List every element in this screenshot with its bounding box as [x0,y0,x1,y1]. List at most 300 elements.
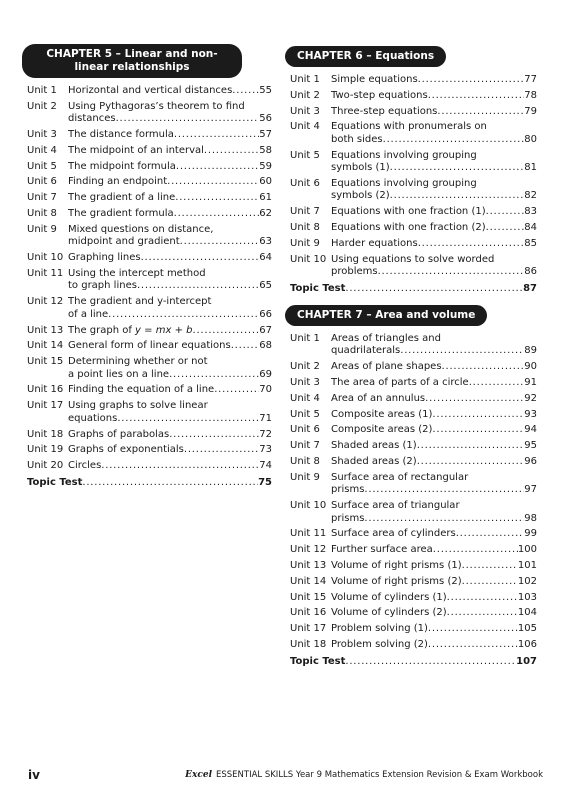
unit-title [331,544,537,557]
unit-title [68,208,272,221]
page-number-ref: 71 [259,412,272,424]
unit-title-line: The gradient of a line [68,192,176,204]
unit-title [331,106,537,119]
page-number: iv [28,768,40,782]
leader-dots [428,90,525,103]
leader-dots [116,113,260,126]
leader-dots [378,266,525,279]
unit-title-line: Mixed questions on distance, [68,223,214,235]
page-number-ref: 93 [524,408,537,420]
leader-dots [141,252,260,265]
leader-dots [167,176,259,189]
leader-dots [82,476,258,489]
topic-test-row[interactable] [290,282,537,295]
page-number-ref: 68 [259,340,272,352]
unit-number: Unit 2 [27,100,57,112]
leader-dots [383,134,525,147]
unit-title-line: Surface area of cylinders [331,528,456,540]
unit-title-line: The midpoint formula [68,160,176,172]
topic-test-row[interactable] [290,655,537,668]
unit-title [68,252,272,265]
page-number-ref: 73 [259,444,272,456]
toc-entry[interactable] [290,222,537,235]
page-number-ref: 82 [524,190,537,202]
toc-entry[interactable] [27,400,272,425]
toc-entry[interactable] [290,424,537,437]
unit-title [331,424,537,437]
topic-test-page: 107 [516,655,537,667]
page-number-ref: 57 [259,129,272,141]
unit-number: Unit 15 [27,356,64,368]
page-number-ref: 79 [524,105,537,117]
page-number-ref: 102 [517,575,537,587]
toc-entry[interactable] [290,178,537,203]
unit-list [290,333,537,652]
unit-number: Unit 5 [290,149,320,161]
page-number-ref: 106 [517,639,537,651]
toc-entry[interactable] [290,500,537,525]
leader-dots [462,576,518,589]
topic-test-page: 87 [523,282,537,294]
unit-number: Unit 8 [290,222,320,234]
toc-entry[interactable] [290,74,537,87]
leader-dots [345,282,523,295]
toc-entry[interactable] [27,356,272,381]
toc-entry[interactable] [27,161,272,174]
toc-entry[interactable] [27,224,272,249]
leader-dots [108,309,259,322]
unit-title-line: Problem solving (2) [331,639,428,651]
leader-dots [400,345,524,358]
unit-number: Unit 17 [27,400,64,412]
leader-dots [232,85,259,98]
unit-title-line: midpoint and gradient [68,236,180,248]
toc-entry[interactable] [290,440,537,453]
unit-title-line: The gradient formula [68,208,174,220]
unit-number: Unit 17 [290,623,327,635]
toc-entry[interactable] [27,208,272,221]
unit-title-line: Equations with one fraction (2) [331,222,486,234]
unit-number: Unit 10 [27,252,64,264]
unit-title [68,400,272,425]
unit-title [331,560,537,573]
page-number-ref: 84 [524,222,537,234]
topic-test-label: Topic Test [290,282,346,294]
unit-number: Unit 7 [290,206,320,218]
unit-number: Unit 3 [290,377,320,389]
unit-title [68,161,272,174]
chapter-heading: CHAPTER 7 – Area and volume [285,305,487,326]
toc-entry[interactable] [290,592,537,605]
page-footer [28,770,543,784]
leader-dots [433,544,518,557]
unit-number: Unit 8 [27,208,57,220]
toc-entry[interactable] [290,361,537,374]
leader-dots [425,393,524,406]
unit-title [68,224,272,249]
unit-number: Unit 18 [27,428,64,440]
leader-dots [169,429,259,442]
leader-dots [390,190,525,203]
unit-title [331,206,537,219]
unit-title-line: Further surface area [331,544,433,556]
unit-title-line: Finding an endpoint [68,176,168,188]
toc-entry[interactable] [290,639,537,652]
page-number-ref: 70 [259,384,272,396]
unit-number: Unit 19 [27,444,64,456]
unit-title [331,178,537,203]
leader-dots [417,440,525,453]
unit-title-line: Graphs of exponentials [68,444,184,456]
topic-test-page: 75 [258,476,272,488]
unit-title-line: Composite areas (1) [331,408,433,420]
unit-number: Unit 15 [290,591,327,603]
unit-title [331,377,537,390]
unit-title [68,340,272,353]
unit-number: Unit 4 [290,121,320,133]
leader-dots [184,444,259,457]
toc-entry[interactable] [290,90,537,103]
toc-entry[interactable] [27,340,272,353]
page-number-ref: 92 [524,392,537,404]
page-number-ref: 65 [259,280,272,292]
unit-title-line: Circles [68,460,102,472]
unit-title [68,145,272,158]
unit-title-line: symbols (1) [331,162,390,174]
page-number-ref: 91 [524,377,537,389]
page-number-ref: 90 [524,361,537,373]
toc-entry[interactable] [27,145,272,158]
unit-number: Unit 1 [27,85,57,96]
leader-dots [175,192,259,205]
unit-title [68,101,272,126]
toc-entry[interactable] [290,106,537,119]
unit-number: Unit 16 [27,384,64,396]
unit-title [68,129,272,142]
unit-number: Unit 5 [290,408,320,420]
unit-title [68,460,272,473]
unit-title [331,361,537,374]
page-number-ref: 96 [524,456,537,468]
unit-list [27,85,272,473]
unit-title [331,528,537,541]
page-number-ref: 69 [259,368,272,380]
page-number-ref: 100 [517,544,537,556]
page-number-ref: 59 [259,160,272,172]
unit-title-line: The gradient and y-intercept [68,296,212,308]
toc-entry[interactable] [290,409,537,422]
unit-title [331,74,537,87]
toc-entry[interactable] [290,544,537,557]
unit-title [331,576,537,589]
page-number-ref: 104 [517,607,537,619]
toc-entry[interactable] [27,176,272,189]
unit-number: Unit 2 [290,89,320,101]
leader-dots [231,340,260,353]
page-number-ref: 103 [517,591,537,603]
page-number-ref: 62 [259,208,272,220]
unit-title-line: The area of parts of a circle [331,377,469,389]
page-number-ref: 83 [524,206,537,218]
unit-title-line: Finding the equation of a line [68,384,215,396]
leader-dots [447,592,518,605]
page-number-ref: 61 [259,192,272,204]
leader-dots [456,528,525,541]
unit-title [331,333,537,358]
page-number-ref: 81 [524,162,537,174]
unit-number: Unit 11 [290,528,327,540]
leader-dots [428,639,518,652]
unit-title [331,592,537,605]
unit-number: Unit 20 [27,460,64,472]
leader-dots [101,460,259,473]
unit-title-line: prisms [331,484,365,496]
unit-title-line: of a line [68,308,109,320]
unit-number: Unit 13 [290,560,327,572]
unit-list [290,74,537,279]
unit-title [68,356,272,381]
unit-title-line: Horizontal and vertical distances [68,85,233,96]
toc-entry[interactable] [27,296,272,321]
leader-dots [193,325,260,338]
toc-entry[interactable] [290,150,537,175]
unit-title-line: The graph of y = mx + b [68,324,193,336]
unit-title-line: Simple equations [331,74,418,85]
unit-title-line: Problem solving (1) [331,623,428,635]
unit-title [331,90,537,103]
page-number-ref: 105 [517,623,537,635]
toc-entry[interactable] [290,623,537,636]
toc-entry[interactable] [27,85,272,98]
leader-dots [437,106,524,119]
unit-title-line: General form of linear equations [68,340,231,352]
unit-title [331,607,537,620]
page-number-ref: 58 [259,144,272,156]
unit-title-line: Harder equations [331,237,418,249]
leader-dots [486,206,525,219]
leader-dots [432,424,524,437]
unit-title-line: The midpoint of an interval [68,144,204,156]
page-number-ref: 97 [524,484,537,496]
unit-title [68,325,272,338]
unit-title [331,440,537,453]
unit-title-line: Two-step equations [331,89,428,101]
page-number-ref: 89 [524,345,537,357]
unit-number: Unit 9 [290,471,320,483]
unit-title [331,150,537,175]
unit-title-line: symbols (2) [331,190,390,202]
unit-title [331,500,537,525]
unit-title [331,623,537,636]
unit-title-line: Shaded areas (1) [331,440,417,452]
toc-entry[interactable] [27,192,272,205]
unit-number: Unit 9 [27,223,57,235]
topic-test-label: Topic Test [27,476,83,488]
page-number-ref: 86 [524,266,537,278]
unit-title-line: Equations involving grouping [331,177,477,189]
unit-title [331,222,537,235]
toc-entry[interactable] [27,252,272,265]
chapter-heading: CHAPTER 5 – Linear and non-linear relationships [22,44,242,78]
unit-title-line: The distance formula [68,129,174,141]
toc-entry[interactable] [290,393,537,406]
leader-dots [180,236,260,249]
unit-title-line: quadrilaterals [331,345,401,357]
toc-entry[interactable] [27,429,272,442]
leader-dots [204,145,259,158]
unit-number: Unit 13 [27,324,64,336]
unit-number: Unit 8 [290,456,320,468]
unit-number: Unit 12 [27,296,64,308]
toc-entry[interactable] [27,460,272,473]
topic-test-row[interactable] [27,476,272,489]
leader-dots [469,377,525,390]
unit-title-line: Surface area of rectangular [331,471,469,483]
unit-title-line: both sides [331,133,383,145]
toc-entry[interactable] [290,560,537,573]
unit-title-line: Determining whether or not [68,356,208,368]
left-column [22,44,272,489]
unit-number: Unit 9 [290,237,320,249]
leader-dots [432,409,524,422]
unit-title [68,384,272,397]
leader-dots [174,208,260,221]
page-number-ref: 98 [524,512,537,524]
unit-title [331,254,537,279]
leader-dots [176,161,259,174]
unit-number: Unit 12 [290,544,327,556]
toc-entry[interactable] [290,377,537,390]
unit-title [68,85,272,98]
unit-number: Unit 3 [290,105,320,117]
toc-entry[interactable] [290,607,537,620]
page-number-ref: 77 [524,74,537,85]
unit-title-line: Volume of right prisms (1) [331,560,462,572]
unit-title-line: Using graphs to solve linear [68,400,208,412]
unit-title [331,393,537,406]
leader-dots [462,560,518,573]
leader-dots [169,369,259,382]
leader-dots [137,280,259,293]
unit-title-line: Using equations to solve worded [331,253,495,265]
toc-entry[interactable] [290,472,537,497]
unit-number: Unit 6 [290,424,320,436]
unit-title-line: distances [68,113,116,125]
unit-title-line: Surface area of triangular [331,500,460,512]
unit-number: Unit 14 [290,575,327,587]
unit-number: Unit 14 [27,340,64,352]
unit-number: Unit 7 [290,440,320,452]
unit-title [68,444,272,457]
unit-number: Unit 3 [27,129,57,141]
unit-title-line: Equations with pronumerals on [331,121,487,133]
unit-title [68,296,272,321]
brand-logo: Excel [185,770,212,780]
unit-title-line: Volume of cylinders (1) [331,591,447,603]
unit-title-line: Using the intercept method [68,267,206,279]
unit-title [68,429,272,442]
page-number-ref: 94 [524,424,537,436]
footer-text: ESSENTIAL SKILLS Year 9 Mathematics Extension Revision & Exam Workbook [216,770,543,780]
page-number-ref: 64 [259,252,272,264]
unit-number: Unit 10 [290,500,327,512]
leader-dots [418,74,525,87]
leader-dots [364,484,524,497]
unit-title-line: Areas of triangles and [331,332,441,344]
unit-title-line: Shaded areas (2) [331,456,417,468]
leader-dots [418,238,525,251]
page-number-ref: 80 [524,133,537,145]
toc-entry[interactable] [290,206,537,219]
unit-title [68,176,272,189]
unit-title [331,472,537,497]
chapter-heading: CHAPTER 6 – Equations [285,46,446,67]
toc-entry[interactable] [290,238,537,251]
toc-entry[interactable] [290,456,537,469]
unit-title [331,639,537,652]
unit-number: Unit 4 [27,144,57,156]
topic-test-label: Topic Test [290,655,346,667]
page-number-ref: 55 [259,85,272,96]
toc-entry[interactable] [290,528,537,541]
toc-entry[interactable] [290,333,537,358]
leader-dots [345,655,516,668]
unit-title-line: Volume of cylinders (2) [331,607,447,619]
page-number-ref: 99 [524,528,537,540]
page-number-ref: 66 [259,308,272,320]
unit-title [331,456,537,469]
unit-number: Unit 7 [27,192,57,204]
unit-number: Unit 6 [27,176,57,188]
unit-title [331,121,537,146]
toc-entry[interactable] [27,384,272,397]
page-number-ref: 78 [524,89,537,101]
toc-entry[interactable] [290,254,537,279]
toc-entry[interactable] [27,129,272,142]
unit-title [331,238,537,251]
page-number-ref: 60 [259,176,272,188]
unit-number: Unit 10 [290,253,327,265]
leader-dots [428,623,518,636]
page-number-ref: 56 [259,113,272,125]
toc-entry[interactable] [27,325,272,338]
unit-title-line: Area of an annulus [331,392,426,404]
unit-title-line: Three-step equations [331,105,438,117]
unit-number: Unit 5 [27,160,57,172]
toc-entry[interactable] [27,101,272,126]
unit-title-line: problems [331,266,378,278]
unit-number: Unit 1 [290,74,320,85]
leader-dots [174,129,259,142]
toc-entry[interactable] [27,268,272,293]
leader-dots [364,513,524,526]
unit-title-line: to graph lines [68,280,137,292]
toc-entry[interactable] [27,444,272,457]
unit-number: Unit 2 [290,361,320,373]
page-number-ref: 63 [259,236,272,248]
unit-title-line: Equations involving grouping [331,149,477,161]
toc-entry[interactable] [290,576,537,589]
leader-dots [447,607,518,620]
leader-dots [417,456,525,469]
leader-dots [390,162,525,175]
unit-title-line: Equations with one fraction (1) [331,206,486,218]
unit-number: Unit 18 [290,639,327,651]
unit-title-line: Areas of plane shapes [331,361,442,373]
toc-entry[interactable] [290,121,537,146]
page-number-ref: 72 [259,428,272,440]
unit-title-line: a point lies on a line [68,368,170,380]
